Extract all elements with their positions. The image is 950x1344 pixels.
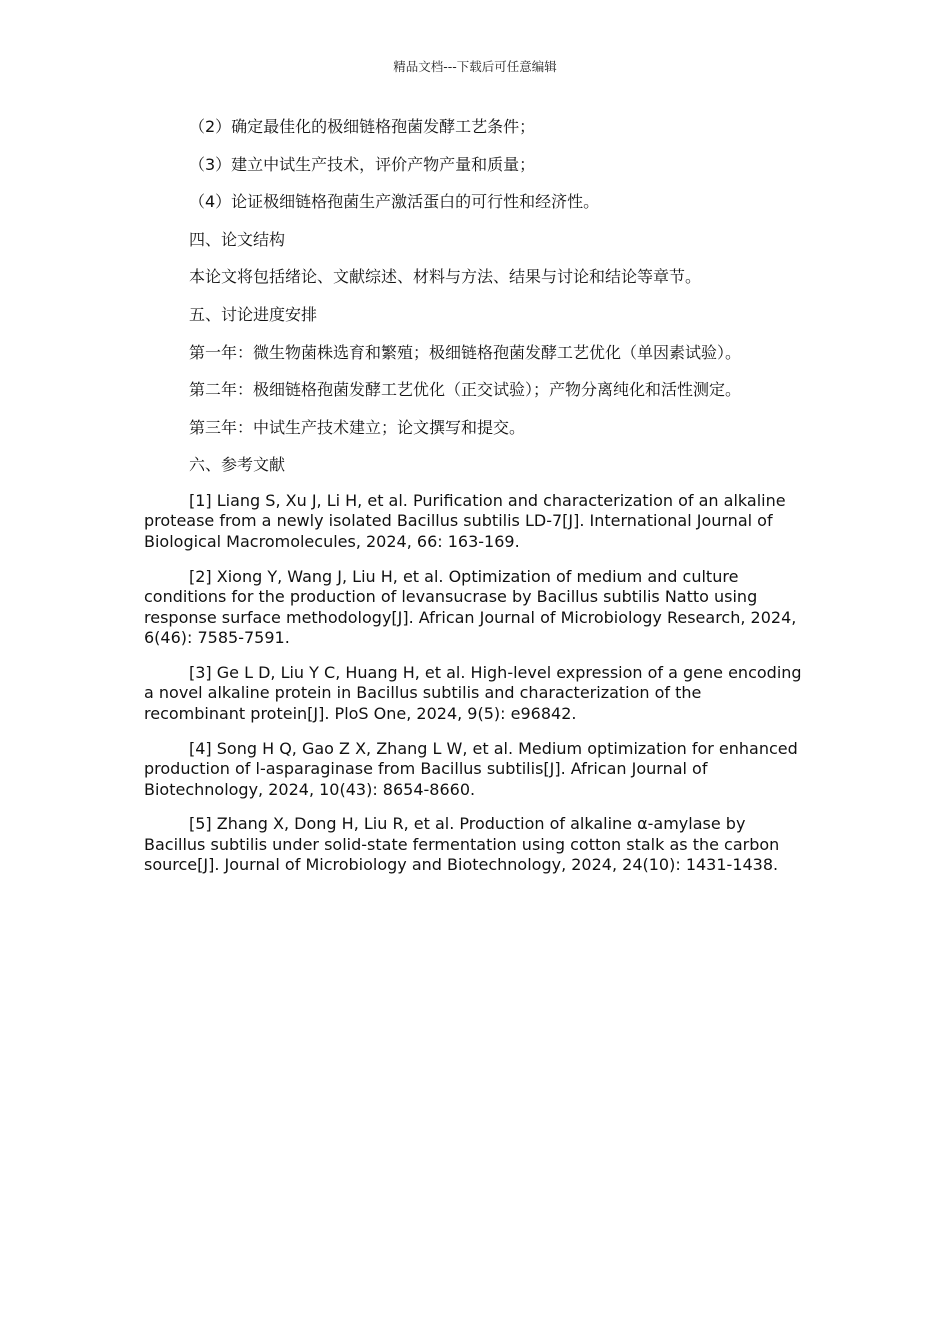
reference-list [144,491,806,876]
structure-paragraph: 本论文将包括绪论、文献综述、材料与方法、结果与讨论和结论等章节。 [189,267,702,287]
page-header: 精品文档---下载后可任意编辑 [393,59,557,74]
schedule-year-2: 第二年：极细链格孢菌发酵工艺优化（正交试验）；产物分离纯化和活性测定。 [189,380,742,400]
objective-3: （3）建立中试生产技术，评价产物产量和质量； [189,154,536,174]
section-heading-structure: 四、论文结构 [189,229,286,249]
reference-item: [1] Liang S, Xu J, Li H, et al. Purification and characterization of an alkaline protease from a newly isolated Bacillus subtilis LD-7[J]. International Journal of Biological Macromolecules, 2024, 66: 163-169. [144,490,786,551]
reference-item: [4] Song H Q, Gao Z X, Zhang L W, et al. Medium optimization for enhanced production of l-asparaginase from Bacillus subtilis[J]. African Journal of Biotechnology, 2024, 10(43): 8654-8660. [144,738,798,799]
document-body [144,115,806,890]
section-heading-references: 六、参考文献 [189,455,286,475]
objective-4: （4）论证极细链格孢菌生产激活蛋白的可行性和经济性。 [189,192,600,212]
objective-2: （2）确定最佳化的极细链格孢菌发酵工艺条件； [189,117,536,136]
reference-item: [3] Ge L D, Liu Y C, Huang H, et al. High-level expression of a gene encoding a novel alkaline protein in Bacillus subtilis and characterization of the recombinant protein[J]. PloS One, 2024, 9(5): e96842. [144,662,802,723]
schedule-year-1: 第一年：微生物菌株选育和繁殖；极细链格孢菌发酵工艺优化（单因素试验）。 [189,342,742,362]
reference-item: [2] Xiong Y, Wang J, Liu H, et al. Optimization of medium and culture conditions for the production of levansucrase by Bacillus subtilis Natto using response surface methodology[J]. African Journal of Microbiology Research, 2024, 6(46): 7585-7591. [144,566,797,648]
reference-item: [5] Zhang X, Dong H, Liu R, et al. Production of alkaline α-amylase by Bacillus subtilis under solid-state fermentation using cotton stalk as the carbon source[J]. Journal of Microbiology and Biotechnology, 2024, 24(10): 1431-1438. [144,814,780,875]
schedule-year-3: 第三年：中试生产技术建立；论文撰写和提交。 [189,417,526,437]
section-heading-schedule: 五、讨论进度安排 [189,304,318,324]
